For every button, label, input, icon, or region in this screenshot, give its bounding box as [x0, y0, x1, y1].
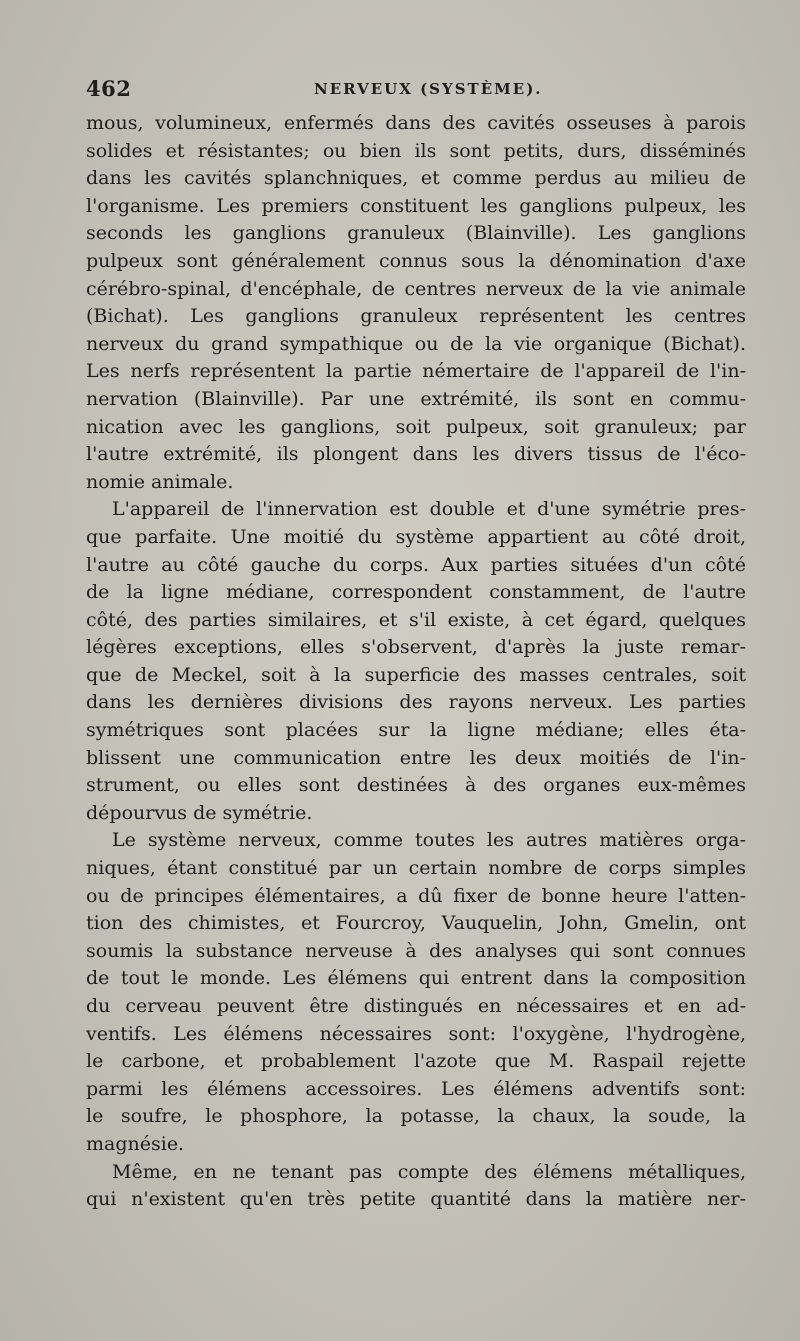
page-number: 462 — [86, 76, 132, 101]
text-line: légères exceptions, elles s'observent, d'après la juste remar- — [86, 636, 746, 659]
text-line: dans les cavités splanchniques, et comme perdus au milieu de — [86, 167, 746, 190]
text-line: niques, étant constitué par un certain nombre de corps simples — [86, 857, 746, 880]
text-line: le carbone, et probablement l'azote que M. Raspail rejette — [86, 1050, 746, 1073]
text-line: soumis la substance nerveuse à des analyses qui sont connues — [86, 939, 746, 962]
text-line: Même, en ne tenant pas compte des élémens métalliques, — [112, 1160, 746, 1183]
text-line: mous, volumineux, enfermés dans des cavités osseuses à parois — [86, 112, 746, 134]
text-line: Les nerfs représentent la partie némertaire de l'appareil de l'in- — [86, 360, 746, 383]
text-line: cérébro-spinal, d'encéphale, de centres nerveux de la vie animale — [86, 277, 746, 300]
text-line: (Bichat). Les ganglions granuleux représentent les centres — [86, 305, 746, 328]
text-line: Le système nerveux, comme toutes les autres matières orga- — [112, 829, 746, 852]
text-line: de la ligne médiane, correspondent constamment, de l'autre — [86, 581, 746, 604]
text-line: de tout le monde. Les élémens qui entrent dans la composition — [86, 967, 746, 990]
text-line: pulpeux sont généralement connus sous la dénomination d'axe — [86, 249, 746, 272]
text-line: L'appareil de l'innervation est double et d'une symétrie pres- — [112, 498, 746, 521]
text-line: tion des chimistes, et Fourcroy, Vauquelin, John, Gmelin, ont — [86, 912, 746, 935]
text-line: blissent une communication entre les deux moitiés de l'in- — [86, 746, 746, 769]
text-line: nervation (Blainville). Par une extrémité, ils sont en commu- — [86, 387, 746, 410]
text-line: seconds les ganglions granuleux (Blainville). Les ganglions — [86, 222, 746, 245]
text-line: ventifs. Les élémens nécessaires sont: l'oxygène, l'hydrogène, — [86, 1022, 746, 1045]
text-line: nication avec les ganglions, soit pulpeux, soit granuleux; par — [86, 415, 746, 438]
text-line: nomie animale. — [86, 470, 234, 493]
text-line: l'organisme. Les premiers constituent les ganglions pulpeux, les — [86, 194, 746, 217]
text-line: strument, ou elles sont destinées à des organes eux-mêmes — [86, 774, 746, 797]
text-line: parmi les élémens accessoires. Les élémens adventifs sont: — [86, 1077, 746, 1100]
text-line: dépourvus de symétrie. — [86, 801, 313, 824]
text-line: symétriques sont placées sur la ligne médiane; elles éta- — [86, 719, 746, 742]
page-header — [86, 76, 746, 102]
text-line: magnésie. — [86, 1132, 185, 1155]
text-line: que de Meckel, soit à la superficie des masses centrales, soit — [86, 663, 746, 686]
text-line: côté, des parties similaires, et s'il existe, à cet égard, quelques — [86, 608, 746, 631]
text-line: que parfaite. Une moitié du système appartient au côté droit, — [86, 525, 746, 548]
running-title: NERVEUX (SYSTÈME). — [314, 80, 543, 98]
text-line: du cerveau peuvent être distingués en nécessaires et en ad- — [86, 995, 746, 1017]
text-line: ou de principes élémentaires, a dû fixer de bonne heure l'atten- — [86, 884, 746, 907]
text-line: l'autre extrémité, ils plongent dans les divers tissus de l'éco- — [86, 443, 746, 466]
text-line: qui n'existent qu'en très petite quantité dans la matière ner- — [86, 1188, 746, 1211]
text-line: solides et résistantes; ou bien ils sont petits, durs, disséminés — [86, 139, 746, 162]
body-text — [86, 110, 746, 1214]
text-line: l'autre au côté gauche du corps. Aux parties situées d'un côté — [86, 553, 746, 576]
text-line: nerveux du grand sympathique ou de la vie organique (Bichat). — [86, 332, 746, 355]
text-line: le soufre, le phosphore, la potasse, la chaux, la soude, la — [86, 1105, 746, 1128]
text-line: dans les dernières divisions des rayons nerveux. Les parties — [86, 691, 746, 714]
